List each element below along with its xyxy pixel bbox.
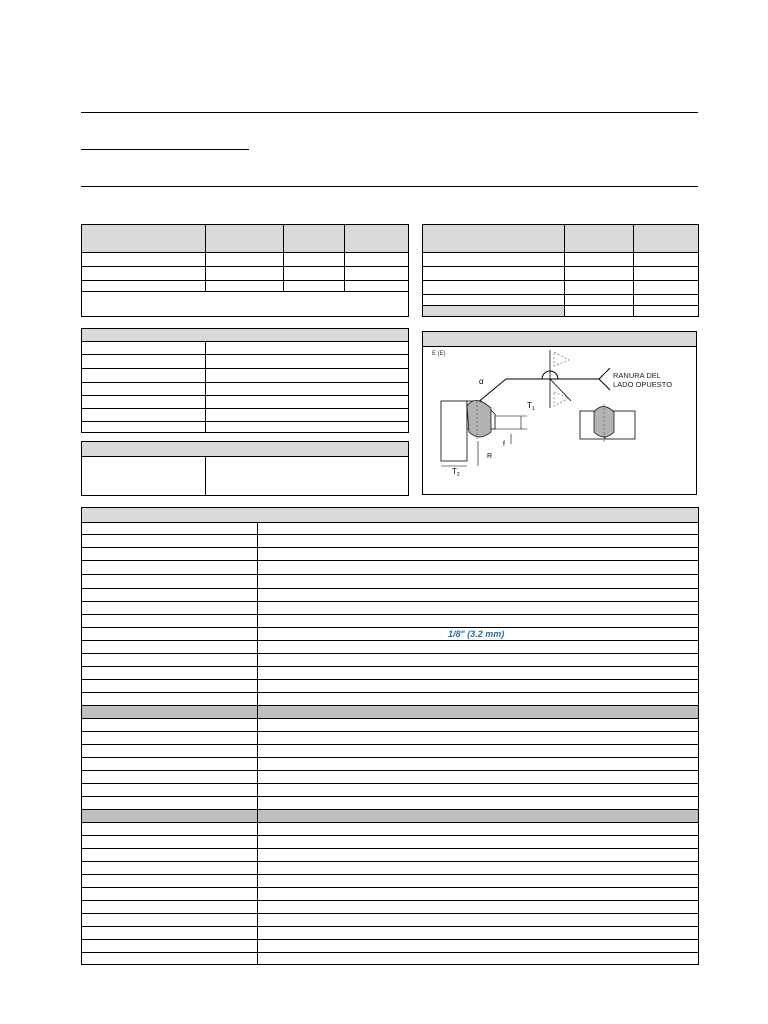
table-row <box>82 508 699 523</box>
notes-table <box>81 441 409 496</box>
table-row <box>82 457 409 496</box>
header-bottom-rule <box>81 186 698 187</box>
info-table <box>81 224 409 317</box>
table-row <box>82 561 699 575</box>
table-row <box>82 680 699 693</box>
table-row <box>82 940 699 953</box>
table-row <box>82 383 409 396</box>
table-row <box>82 771 699 784</box>
dim-t2-label: $T_2$ <box>452 467 460 478</box>
table-row <box>82 732 699 745</box>
table-row <box>82 628 699 641</box>
table-row <box>82 292 409 317</box>
table-row <box>82 667 699 680</box>
table-row <box>82 901 699 914</box>
table-row <box>82 615 699 628</box>
table-row <box>82 409 409 422</box>
table-row <box>82 953 699 965</box>
table-row <box>82 719 699 732</box>
table-row <box>82 693 699 706</box>
groove-symbol-leg <box>550 379 571 401</box>
table-row <box>82 836 699 849</box>
table-row <box>82 823 699 836</box>
dim-t1-label: $T_1$ <box>527 401 535 412</box>
table-row <box>82 575 699 589</box>
table-row <box>423 281 699 295</box>
procedure-table <box>81 507 699 965</box>
table-row <box>82 225 409 253</box>
top-rule <box>81 112 698 113</box>
table-row <box>82 745 699 758</box>
table-row <box>423 306 699 317</box>
table-row <box>82 396 409 409</box>
table-row <box>82 523 699 535</box>
title-underline <box>81 149 249 150</box>
base-metal-table <box>81 328 409 433</box>
dashed-symbol-lower <box>554 392 569 406</box>
groove-angle-label: α <box>479 377 484 386</box>
table-row <box>82 706 699 719</box>
opposite-side-label-line2: LADO OPUESTO <box>613 380 673 389</box>
tail-lower <box>599 379 610 390</box>
joint-drawing <box>423 346 696 494</box>
dim-f-label: f <box>503 441 505 448</box>
joint-table <box>422 224 699 317</box>
dashed-symbol-upper <box>554 352 569 366</box>
tail-upper <box>599 368 610 379</box>
table-row <box>82 810 699 823</box>
table-row <box>82 422 409 433</box>
table-row <box>423 295 699 306</box>
table-row <box>82 654 699 667</box>
table-row <box>82 888 699 901</box>
table-row <box>82 342 409 355</box>
table-row <box>82 875 699 888</box>
table-row <box>82 641 699 654</box>
weld-symbol-label: E (E) <box>432 351 446 357</box>
table-row <box>82 535 699 548</box>
table-row <box>82 589 699 602</box>
table-row <box>82 329 409 342</box>
table-row <box>82 602 699 615</box>
table-row <box>82 253 409 267</box>
table-row <box>82 927 699 940</box>
table-row <box>82 797 699 810</box>
dim-r-label: R <box>487 453 493 460</box>
weld-bead <box>467 400 491 437</box>
table-row <box>82 369 409 383</box>
joint-diagram <box>422 331 697 495</box>
electrode-diameter-value: 1/8" (3.2 mm) <box>448 629 505 639</box>
table-row <box>423 225 699 253</box>
table-row <box>82 548 699 561</box>
table-row <box>82 914 699 927</box>
left-plate <box>441 401 467 461</box>
opposite-side-label-line1: RANURA DEL <box>613 371 661 380</box>
table-row <box>82 758 699 771</box>
table-row <box>82 862 699 875</box>
diagram-title-bar <box>423 332 696 347</box>
table-row <box>82 849 699 862</box>
table-row <box>82 281 409 292</box>
table-row <box>82 442 409 457</box>
table-row <box>82 267 409 281</box>
table-row <box>423 253 699 267</box>
table-row <box>82 784 699 797</box>
table-row <box>82 355 409 369</box>
table-row <box>423 267 699 281</box>
